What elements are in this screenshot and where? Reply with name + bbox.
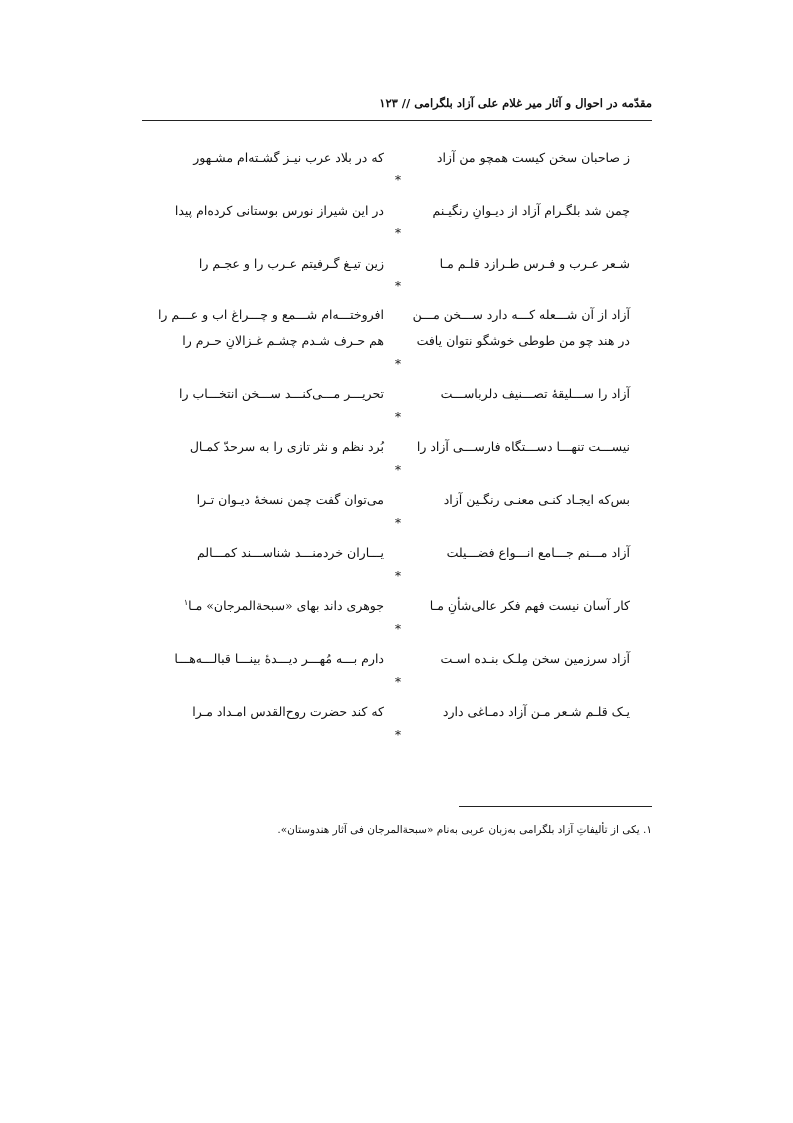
verse-separator: * xyxy=(395,173,401,187)
verse-7-hemistich-2: می‌توان گفت چمن نسخهٔ دیـوان تـرا xyxy=(196,492,384,507)
verse-9-hemistich-2 xyxy=(184,598,384,613)
verse-6-hemistich-2: بُرد نظم و نثر تازی را به سرحدّ کمـال xyxy=(189,439,384,454)
verse-2-hemistich-1: چمن شد بلگـرام آزاد از دیـوانِ رنگیـنم xyxy=(432,203,630,218)
verse-11-hemistich-2: که کند حضرت روح‌القدس امـداد مـرا xyxy=(192,704,384,719)
verse-5-hemistich-2: تحریـــر مـــی‌کنـــد ســـخن انتخـــاب را xyxy=(179,386,384,401)
verse-2-hemistich-2: در این شیراز نورس بوستانی کرده‌ام پیدا xyxy=(174,203,384,218)
verse-separator: * xyxy=(395,675,401,689)
verse-separator: * xyxy=(395,463,401,477)
verse-separator: * xyxy=(395,410,401,424)
footnote-marker: ۱ xyxy=(183,598,189,607)
verse-1-hemistich-2: که در بلاد عرب نیـز گشـته‌ام مشـهور xyxy=(193,150,384,165)
verse-separator: * xyxy=(395,728,401,742)
header-title: مقدّمه در احوال و آثار میر غلام علی آزاد بلگرامی // ۱۲۳ xyxy=(379,96,652,110)
verse-11-hemistich-1: یـک قلـم شـعر مـن آزاد دمـاغی دارد xyxy=(442,704,630,719)
verse-separator: * xyxy=(395,226,401,240)
verse-separator: * xyxy=(395,279,401,293)
verse-separator: * xyxy=(395,622,401,636)
verse-6-hemistich-1: نیســـت تنهـــا دســـتگاه فارســـی آزاد را xyxy=(416,439,630,454)
verse-10-hemistich-1: آزاد سرزمین سخن مِلـک بنـده اسـت xyxy=(440,651,630,666)
verse-separator: * xyxy=(395,516,401,530)
verse-separator: * xyxy=(395,569,401,583)
footnote-divider xyxy=(459,806,652,807)
verse-4b-hemistich-2: هم حـرف شـدم چشـم غـزالانِ حـرم را xyxy=(182,333,384,348)
verse-9-hemistich-1: کار آسان نیست فهم فکر عالی‌شأنِ مـا xyxy=(429,598,630,613)
verse-separator: * xyxy=(395,357,401,371)
verse-5-hemistich-1: آزاد را ســـلیقهٔ تصـــنیف دلرباســـت xyxy=(440,386,630,401)
verse-4b-hemistich-1: در هند چو من طوطی خوشگو نتوان یافت xyxy=(416,333,630,348)
verse-4-hemistich-1: آزاد از آن شـــعله کـــه دارد ســـخن مـــن xyxy=(412,307,630,322)
verse-8-hemistich-1: آزاد مـــنم جـــامع انـــواع فضـــیلت xyxy=(446,545,630,560)
verse-8-hemistich-2: یـــاران خردمنـــد شناســـند کمـــالم xyxy=(196,545,384,560)
footnote: ۱. یکی از تألیفاتِ آزاد بلگرامی به‌زبان عربی به‌نام «سبحةالمرجان فی آثار هندوستان». xyxy=(277,824,652,836)
verse-10-hemistich-2: دارم بـــه مُهـــر دیـــدهٔ بینـــا قبالـــه‌هـــا xyxy=(174,651,384,666)
verse-4-hemistich-2: افروختـــه‌ام شـــمع و چـــراغ اب و عـــم را xyxy=(157,307,384,322)
verse-9-hemistich-2-text: جوهری داند بهای «سبحةالمرجان» مـا xyxy=(188,598,384,614)
verse-3-hemistich-2: زین تیـغ گـرفیتم عـرب را و عجـم را xyxy=(198,256,384,271)
verse-1-hemistich-1: ز صاحبان سخن کیست همچو من آزاد xyxy=(436,150,630,165)
verse-7-hemistich-1: بس‌که ایجـاد کنـی معنـی رنگـین آزاد xyxy=(443,492,630,507)
verse-3-hemistich-1: شـعر عـرب و فـرس طـرازد قلـم مـا xyxy=(439,256,630,271)
